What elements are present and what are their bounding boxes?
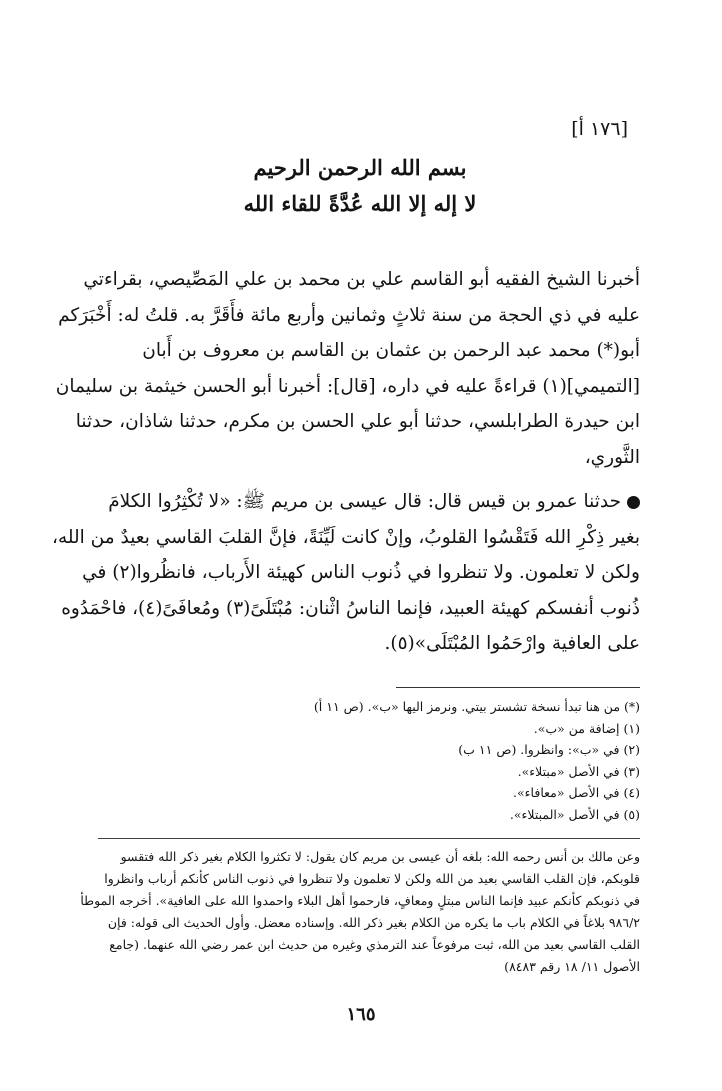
footnote: (٣) في الأصل «مبتلاء».	[517, 763, 640, 779]
text-line: ذُنوب أنفسكم كهيئة العبيد، فإنما الناسُ اثْنان: مُبْتَلَىً(٣) ومُعافَىً(٤)، فاحْمَدُوه	[61, 597, 640, 619]
commentary-line: القلب القاسي بعيد من الله، ثبت مرفوعاً عند الترمذي وغيره من حديث ابن عمر رضي الله عنهما. (جامع	[109, 937, 640, 952]
folio-marker: [١٧٦ أ]	[571, 118, 628, 140]
bullet-dot-icon	[627, 496, 640, 509]
commentary-line: ٩٨٦/٢ بلاغاً في الكلام باب ما يكره من الكلام بغير ذكر الله. وإسناده معضل. وأول الحديث الى قوله: فإن	[107, 915, 640, 930]
text-line: [التميمي](١) قراءةً عليه في داره، [قال]: أخبرنا أبو الحسن خيثمة بن سليمان	[55, 375, 640, 397]
basmala: بسم الله الرحمن الرحيم	[253, 155, 467, 180]
footnote: (٢) في «ب»: وانظروا. (ص ١١ ب)	[458, 742, 640, 757]
isnad-paragraph	[55, 262, 640, 475]
commentary-line: الأصول ١١/ ١٨ رقم ٨٤٨٣)	[504, 959, 640, 974]
commentary-line: في ذنوبكم كأنكم عبيد فإنما الناس مبتلٍ ومعافٍ، فارحموا أهل البلاء واحمدوا الله على العافية». أخرجه الموطأ	[80, 893, 640, 908]
page-number: ١٦٥	[346, 1004, 376, 1025]
text-line: أبو(*) محمد عبد الرحمن بن عثمان بن القاسم بن معروف بن أَبان	[142, 340, 640, 361]
footnote: (٥) في الأصل «المبتلاء».	[509, 806, 640, 822]
footnote: (٤) في الأصل «معافاء».	[513, 785, 640, 800]
text-line: ابن حيدرة الطرابلسي، حدثنا أبو علي الحسن بن مكرم، حدثنا شاذان، حدثنا	[75, 411, 640, 432]
text-line: أخبرنا الشيخ الفقيه أبو القاسم علي بن محمد بن علي المَصِّيصي، بقراءتي	[83, 269, 640, 290]
text-line: بغير ذِكْرِ الله فَتَقْسُوا القلوبُ، وإنْ كانت لَيِّنَةً، فإنَّ القلبَ القاسي بعيدٌ من الله،	[51, 526, 640, 548]
commentary-line: قلوبكم، فإن القلب القاسي بعيد من الله ولكن لا تعلمون ولا تنظروا في ذنوب الناس كأنكم أرباب وانظروا	[104, 871, 640, 886]
text-line: الثَّوري،	[584, 446, 640, 468]
text-line: ولكن لا تعلمون. ولا تنظروا في ذُنوب الناس كهيئة الأَرباب، فانظُروا(٢) في	[82, 562, 640, 583]
footnote: (١) إضافة من «ب».	[533, 720, 640, 736]
footnote: (*) من هنا تبدأ نسخة تشستر بيتي. ونرمز اليها «ب». (ص ١١ أ)	[313, 699, 640, 714]
motto: لا إله إلا الله عُدَّةً للقاء الله	[243, 191, 477, 216]
commentary-line: وعن مالك بن أنس رحمه الله: بلغه أن عيسى بن مريم كان يقول: لا تكثروا الكلام بغير ذكر الله فتقسو	[120, 849, 640, 864]
commentary-note	[80, 846, 640, 978]
footnote-divider	[396, 687, 640, 688]
hadith-line-text: حدثنا عمرو بن قيس قال: قال عيسى بن مريم ﷺ: «لا تُكْثِرُوا الكلامَ	[108, 491, 621, 512]
page-heading	[60, 150, 660, 222]
hadith-paragraph	[51, 484, 640, 662]
text-line: عليه في ذي الحجة من سنة ثلاثٍ وثمانين وأربع مائة فأَقَرَّ به. قلتُ له: أَخْبَرَكم	[58, 304, 640, 326]
text-line	[98, 484, 640, 520]
text-line: على العافية وارْحَمُوا المُبْتَلَى»(٥).	[384, 633, 640, 654]
footnotes	[98, 696, 640, 825]
commentary-divider	[98, 838, 640, 839]
